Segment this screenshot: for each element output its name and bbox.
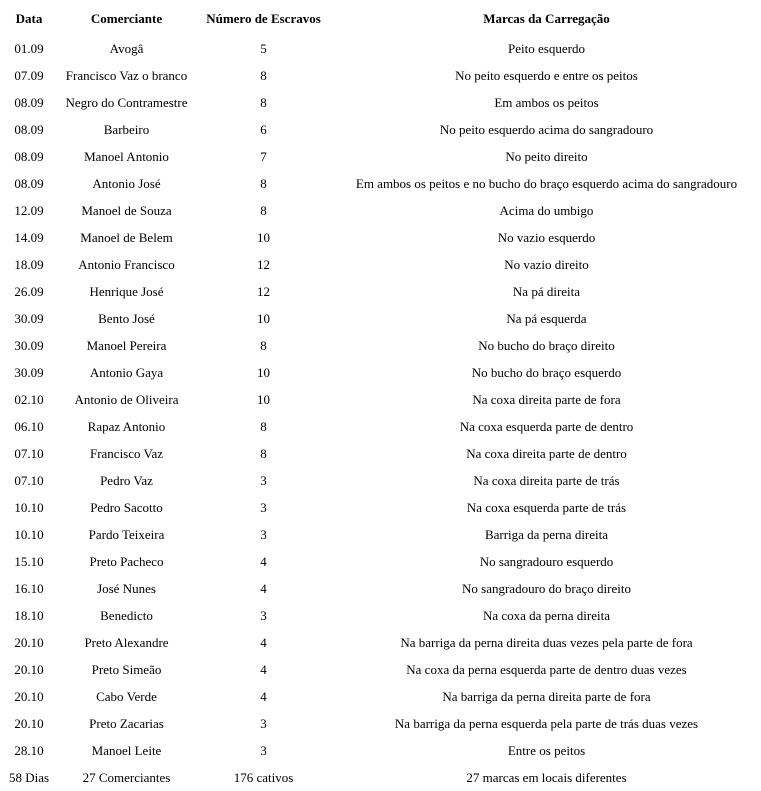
cell-date: 02.10 xyxy=(14,391,44,407)
cell-marks: Na coxa direita parte de fora xyxy=(472,391,621,407)
table-row xyxy=(0,602,761,629)
table-row xyxy=(0,224,761,251)
cell-marks: Peito esquerdo xyxy=(508,40,585,56)
cell-merchant: Preto Pacheco xyxy=(89,553,164,569)
cell-merchant: Bento José xyxy=(98,310,155,326)
cell-date: 18.09 xyxy=(14,256,44,272)
cell-slave-count: 3 xyxy=(260,499,267,515)
cell-marks: Na coxa esquerda parte de dentro xyxy=(459,418,634,434)
cell-marks: Na pá direita xyxy=(512,283,581,299)
cell-slave-count: 8 xyxy=(260,418,267,434)
cell-marks: Na coxa esquerda parte de trás xyxy=(466,499,627,515)
cell-merchant: Antonio Gaya xyxy=(89,364,164,380)
table-row xyxy=(0,143,761,170)
cell-date: 20.10 xyxy=(14,715,44,731)
cell-slave-count: 3 xyxy=(260,526,267,542)
cell-marks: No sangradouro do braço direito xyxy=(462,580,631,596)
cell-merchant: José Nunes xyxy=(97,580,156,596)
table-row xyxy=(0,386,761,413)
cell-merchant: Manoel de Souza xyxy=(81,202,172,218)
cell-date: 07.10 xyxy=(14,472,44,488)
cell-merchant: Antonio de Oliveira xyxy=(74,391,179,407)
header-row xyxy=(0,0,761,35)
cell-date: 20.10 xyxy=(14,661,44,677)
cell-slave-count: 8 xyxy=(260,175,267,191)
table-row xyxy=(0,278,761,305)
cell-slave-count: 8 xyxy=(260,337,267,353)
cell-merchant: Cabo Verde xyxy=(96,688,157,704)
cell-slave-count: 6 xyxy=(260,121,267,137)
cell-marks: Barriga da perna direita xyxy=(484,526,609,542)
table-footer xyxy=(0,764,761,791)
table-row xyxy=(0,116,761,143)
cell-merchant: Pedro Sacotto xyxy=(90,499,163,515)
cell-marks: Na barriga da perna direita parte de fora xyxy=(442,688,651,704)
cell-slave-count: 4 xyxy=(260,688,267,704)
table-row xyxy=(0,521,761,548)
cell-date: 08.09 xyxy=(14,94,44,110)
header-slave-count: Número de Escravos xyxy=(206,10,321,26)
table-row xyxy=(0,89,761,116)
cell-slave-count: 3 xyxy=(260,472,267,488)
cell-marks: Na coxa direita parte de trás xyxy=(473,472,620,488)
cell-date: 08.09 xyxy=(14,148,44,164)
cell-merchant: Pedro Vaz xyxy=(100,472,153,488)
cell-merchant: Avogâ xyxy=(109,40,144,56)
table-row xyxy=(0,332,761,359)
cell-slave-count: 10 xyxy=(257,364,270,380)
cell-date: 10.10 xyxy=(14,526,44,542)
cell-merchant: Barbeiro xyxy=(103,121,150,137)
cell-merchant: Rapaz Antonio xyxy=(87,418,166,434)
table-row xyxy=(0,656,761,683)
cell-marks: No vazio esquerdo xyxy=(497,229,596,245)
cell-slave-count: 3 xyxy=(260,715,267,731)
table-row xyxy=(0,305,761,332)
cell-merchant: Preto Zacarias xyxy=(89,715,164,731)
total-days: 58 Dias xyxy=(8,769,50,785)
cell-date: 08.09 xyxy=(14,121,44,137)
cell-date: 30.09 xyxy=(14,337,44,353)
cell-slave-count: 3 xyxy=(260,607,267,623)
cell-marks: No vazio direito xyxy=(504,256,589,272)
cell-slave-count: 8 xyxy=(260,67,267,83)
cell-marks: Na coxa da perna esquerda parte de dentro duas vezes xyxy=(406,661,687,677)
cell-marks: No bucho do braço esquerdo xyxy=(471,364,622,380)
cell-merchant: Antonio José xyxy=(92,175,161,191)
cell-merchant: Francisco Vaz xyxy=(89,445,164,461)
cell-slave-count: 4 xyxy=(260,553,267,569)
cell-merchant: Manoel Leite xyxy=(91,742,162,758)
cell-marks: No peito esquerdo e entre os peitos xyxy=(455,67,638,83)
cell-merchant: Benedicto xyxy=(100,607,153,623)
cell-merchant: Pardo Teixeira xyxy=(88,526,165,542)
total-merchants: 27 Comerciantes xyxy=(82,769,171,785)
cell-marks: Em ambos os peitos xyxy=(494,94,599,110)
cell-slave-count: 10 xyxy=(257,229,270,245)
cell-marks: No bucho do braço direito xyxy=(478,337,615,353)
table-row xyxy=(0,359,761,386)
cell-date: 20.10 xyxy=(14,634,44,650)
cell-marks: Na coxa direita parte de dentro xyxy=(466,445,627,461)
cell-slave-count: 4 xyxy=(260,634,267,650)
cell-marks: Na coxa da perna direita xyxy=(482,607,611,623)
cell-marks: No peito direito xyxy=(505,148,588,164)
cell-date: 16.10 xyxy=(14,580,44,596)
cell-marks: Entre os peitos xyxy=(507,742,586,758)
table-row xyxy=(0,548,761,575)
cell-merchant: Manoel Pereira xyxy=(86,337,167,353)
cell-date: 10.10 xyxy=(14,499,44,515)
cell-marks: No sangradouro esquerdo xyxy=(479,553,614,569)
cell-marks: Em ambos os peitos e no bucho do braço esquerdo acima do sangradouro xyxy=(355,175,738,191)
cell-slave-count: 5 xyxy=(260,40,267,56)
cell-merchant: Manoel de Belem xyxy=(80,229,173,245)
cell-date: 18.10 xyxy=(14,607,44,623)
table-row xyxy=(0,683,761,710)
table-row xyxy=(0,710,761,737)
cell-merchant: Francisco Vaz o branco xyxy=(65,67,188,83)
cell-date: 06.10 xyxy=(14,418,44,434)
cell-date: 20.10 xyxy=(14,688,44,704)
cell-merchant: Henrique José xyxy=(89,283,164,299)
total-marks: 27 marcas em locais diferentes xyxy=(466,769,627,785)
cell-date: 07.10 xyxy=(14,445,44,461)
table-row xyxy=(0,170,761,197)
table-row xyxy=(0,467,761,494)
table-row xyxy=(0,494,761,521)
table-row xyxy=(0,62,761,89)
cell-date: 30.09 xyxy=(14,364,44,380)
cell-marks: Acima do umbigo xyxy=(499,202,594,218)
table-row xyxy=(0,737,761,764)
cell-date: 30.09 xyxy=(14,310,44,326)
header-date: Data xyxy=(15,10,43,26)
cell-marks: Na pá esquerda xyxy=(506,310,587,326)
cell-marks: Na barriga da perna direita duas vezes pela parte de fora xyxy=(400,634,693,650)
cell-date: 07.09 xyxy=(14,67,44,83)
cell-marks: No peito esquerdo acima do sangradouro xyxy=(439,121,654,137)
table-row xyxy=(0,575,761,602)
header-marks: Marcas da Carregação xyxy=(483,10,610,26)
table-body xyxy=(0,35,761,764)
total-captives: 176 cativos xyxy=(233,769,294,785)
table-row xyxy=(0,35,761,62)
table-row xyxy=(0,440,761,467)
table-row xyxy=(0,629,761,656)
table-row xyxy=(0,251,761,278)
cell-merchant: Preto Simeão xyxy=(91,661,162,677)
cell-slave-count: 12 xyxy=(257,283,270,299)
cell-merchant: Manoel Antonio xyxy=(84,148,169,164)
cell-slave-count: 4 xyxy=(260,661,267,677)
table-row xyxy=(0,197,761,224)
cell-merchant: Antonio Francisco xyxy=(78,256,175,272)
cell-slave-count: 8 xyxy=(260,445,267,461)
cell-slave-count: 3 xyxy=(260,742,267,758)
cell-date: 01.09 xyxy=(14,40,44,56)
cell-marks: Na barriga da perna esquerda pela parte de trás duas vezes xyxy=(394,715,699,731)
cell-date: 08.09 xyxy=(14,175,44,191)
cell-slave-count: 8 xyxy=(260,202,267,218)
totals-row xyxy=(0,764,761,791)
cell-merchant: Preto Alexandre xyxy=(84,634,169,650)
table-row xyxy=(0,413,761,440)
cell-slave-count: 8 xyxy=(260,94,267,110)
cell-date: 14.09 xyxy=(14,229,44,245)
cell-date: 12.09 xyxy=(14,202,44,218)
table-header xyxy=(0,0,761,35)
cell-slave-count: 7 xyxy=(260,148,267,164)
cell-slave-count: 10 xyxy=(257,310,270,326)
cell-merchant: Negro do Contramestre xyxy=(65,94,188,110)
header-merchant: Comerciante xyxy=(90,10,163,26)
cell-date: 28.10 xyxy=(14,742,44,758)
cell-date: 26.09 xyxy=(14,283,44,299)
cell-date: 15.10 xyxy=(14,553,44,569)
cell-slave-count: 12 xyxy=(257,256,270,272)
cell-slave-count: 10 xyxy=(257,391,270,407)
cell-slave-count: 4 xyxy=(260,580,267,596)
